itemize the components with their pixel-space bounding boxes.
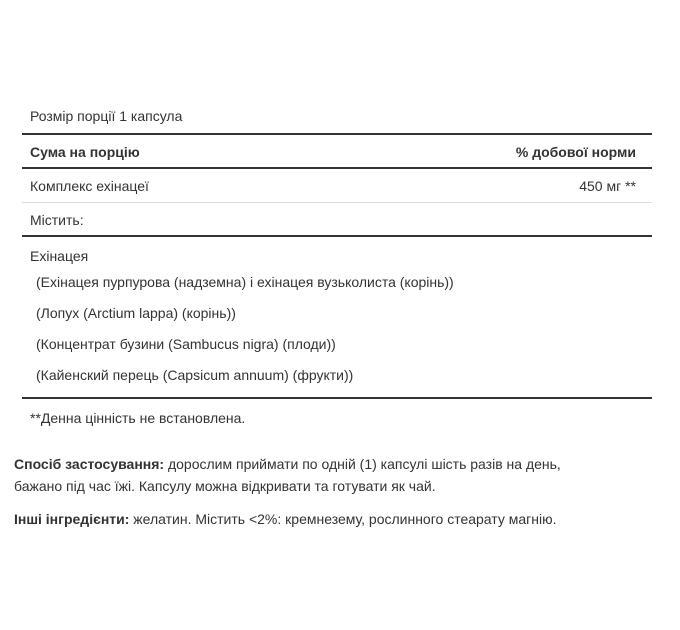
ingredient-sub-item: (Лопух (Arctium lappa) (корінь)) (36, 305, 236, 321)
other-ingredients-paragraph (14, 508, 634, 530)
footnote: **Денна цінність не встановлена. (30, 410, 246, 426)
amount-per-serving-header: Сума на порцію (30, 144, 140, 160)
ingredient-sub-item: (Ехінацея пурпурова (надземна) і ехінацея вузьколиста (корінь)) (36, 274, 454, 290)
serving-size: Розмір порції 1 капсула (30, 108, 183, 124)
complex-amount: 450 мг ** (579, 178, 636, 194)
usage-paragraph (14, 453, 634, 497)
complex-row (22, 169, 652, 203)
usage-text-line1: дорослим приймати по одній (1) капсулі шість разів на день, (164, 456, 561, 472)
other-ingredients-text: желатин. Містить <2%: кремнезему, рослинного стеарату магнію. (129, 511, 557, 527)
usage-text-line2: бажано під час їжі. Капсулу можна відкривати та готувати як чай. (14, 478, 436, 494)
ingredients-list (22, 237, 652, 399)
complex-name: Комплекс ехінацеї (30, 178, 149, 194)
ingredient-main: Ехінацея (30, 248, 89, 264)
ingredient-sub-item: (Кайенский перець (Capsicum annuum) (фрукти)) (36, 367, 354, 383)
other-ingredients-label: Інші інгредієнти: (14, 511, 130, 527)
ingredient-sub-item: (Концентрат бузини (Sambucus nigra) (плоди)) (36, 336, 336, 352)
supplement-facts-panel (22, 100, 652, 437)
daily-value-header: % добової норми (515, 144, 636, 160)
contains-row: Містить: (22, 203, 652, 237)
table-header-row (22, 133, 652, 169)
usage-label: Спосіб застосування: (14, 456, 165, 472)
